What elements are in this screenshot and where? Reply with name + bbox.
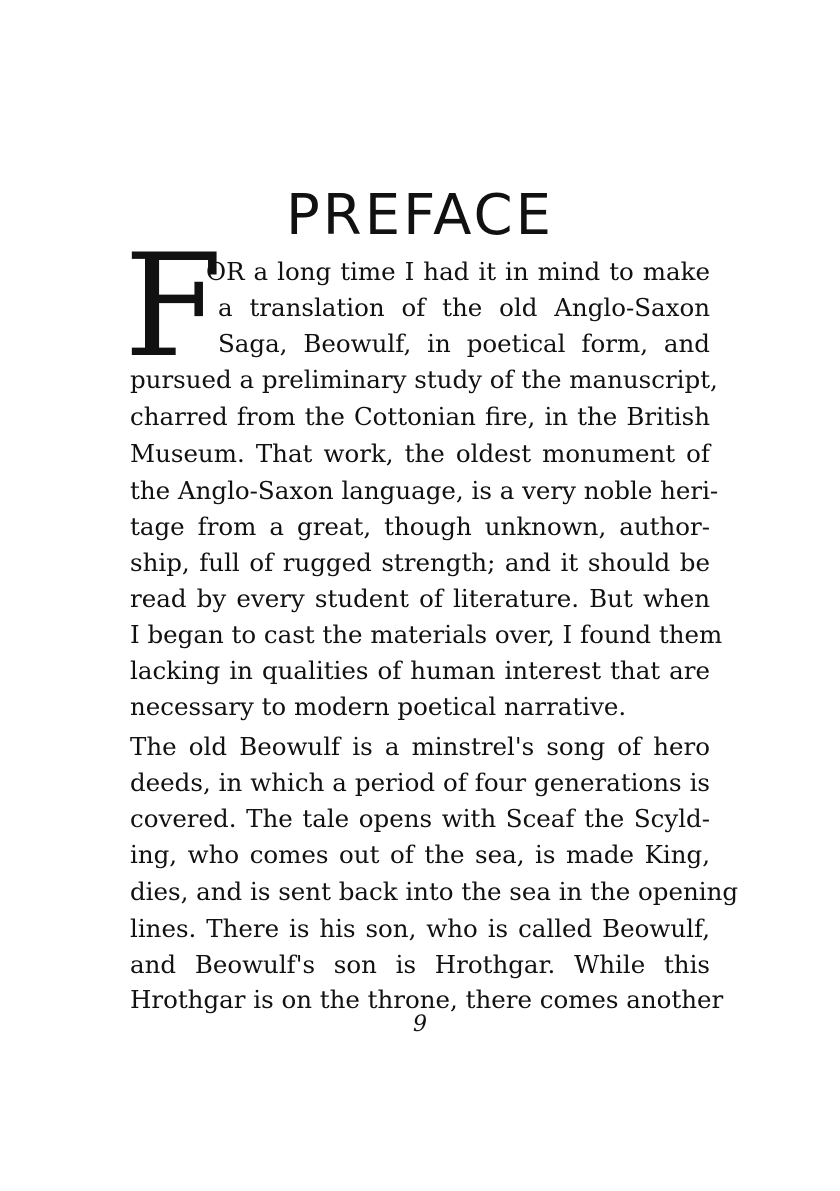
page-title: PREFACE <box>286 182 554 248</box>
text-line: necessary to modern poetical narrative. <box>130 692 627 721</box>
text-line: lacking in qualities of human interest that are <box>130 656 710 685</box>
text-line: Hrothgar is on the throne, there comes another <box>130 985 724 1014</box>
text-line: pursued a preliminary study of the manuscript, <box>130 365 718 394</box>
text-line: Saga, Beowulf, in poetical form, and <box>218 329 710 358</box>
text-line: the Anglo-Saxon language, is a very noble heri- <box>130 476 719 505</box>
text-line: read by every student of literature. But when <box>130 584 710 613</box>
text-line: lines. There is his son, who is called Beowulf, <box>130 914 710 943</box>
text-line: charred from the Cottonian fire, in the British <box>130 402 710 431</box>
text-line: Museum. That work, the oldest monument of <box>130 439 710 468</box>
text-line: and Beowulf's son is Hrothgar. While this <box>130 950 710 979</box>
text-line: OR a long time I had it in mind to make <box>206 257 710 286</box>
text-line: ship, full of rugged strength; and it should be <box>130 548 710 577</box>
text-line: ing, who comes out of the sea, is made King, <box>130 840 710 869</box>
page-number: 9 <box>413 1012 427 1037</box>
drop-cap: F <box>124 224 223 389</box>
text-line: a translation of the old Anglo-Saxon <box>218 293 710 322</box>
text-line: covered. The tale opens with Sceaf the Scyld- <box>130 804 710 833</box>
text-line: dies, and is sent back into the sea in the opening <box>130 877 739 906</box>
text-line: deeds, in which a period of four generations is <box>130 768 710 797</box>
paragraph-first-line: The old Beowulf is a minstrel's song of hero <box>130 732 710 761</box>
text-line: I began to cast the materials over, I found them <box>130 620 723 649</box>
text-line: tage from a great, though unknown, author- <box>130 512 710 541</box>
